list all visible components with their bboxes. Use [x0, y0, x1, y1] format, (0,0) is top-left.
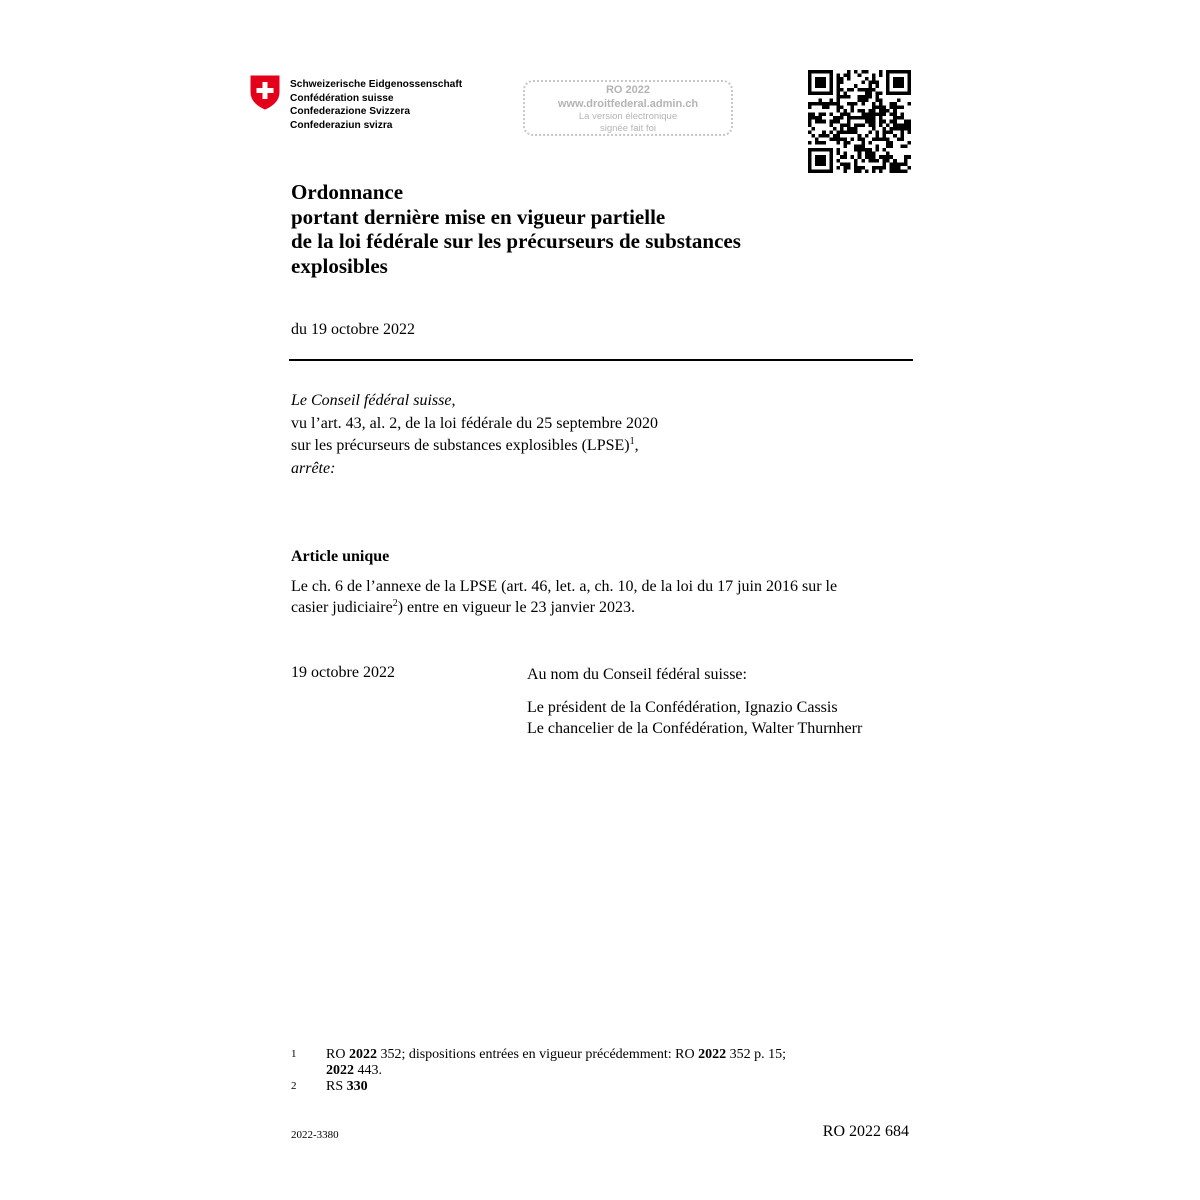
signature-block: [527, 664, 862, 739]
footnote-1-ro: RO: [326, 1047, 349, 1062]
confederation-names: [290, 78, 462, 132]
confederation-name-it: Confederazione Svizzera: [290, 106, 411, 118]
footnote-1-year-c: 2022: [326, 1063, 354, 1078]
article-line-1: Le ch. 6 de l’annexe de la LPSE (art. 46, let. a, ch. 10, de la loi du 17 juin 2016 sur le: [291, 578, 838, 595]
preamble-line-2-text: sur les précurseurs de substances explosibles (LPSE): [291, 437, 630, 454]
title-line-2: portant dernière mise en vigueur partielle: [291, 204, 666, 229]
document-date: du 19 octobre 2022: [291, 321, 415, 338]
footnote-1-year-b: 2022: [698, 1047, 727, 1062]
footnote-number-2: 2: [291, 1080, 297, 1092]
footnote-1-end: 443.: [354, 1063, 382, 1078]
stamp-note-2: signée fait foi: [600, 123, 656, 134]
confederation-name-rm: Confederaziun svizra: [290, 119, 393, 131]
footnote-ref-1[interactable]: 1: [629, 436, 635, 447]
qr-code-icon: [808, 70, 911, 173]
article-line-2: [291, 597, 916, 618]
footnote-2-line-1: [326, 1079, 368, 1095]
preamble-line-2-end: ,: [634, 437, 639, 454]
preamble: [291, 390, 658, 480]
ro-reference: RO 2022 684: [822, 1123, 909, 1140]
footnote-2-number: 330: [346, 1079, 368, 1094]
footnote-1-text: 352; dispositions entrées en vigueur précédemment: RO: [376, 1047, 699, 1062]
swiss-cross-shield-icon: [250, 75, 280, 110]
title-divider: [289, 359, 913, 361]
signature-president: Le président de la Confédération, Ignazio Cassis: [527, 699, 838, 716]
preamble-authority: Le Conseil fédéral suisse,: [291, 392, 456, 409]
article-line-2-text: casier judiciaire: [291, 599, 393, 616]
document-title: [291, 180, 741, 278]
title-line-1: Ordonnance: [291, 180, 404, 204]
stamp-url: www.droitfederal.admin.ch: [557, 98, 699, 110]
stamp-ro-year: RO 2022: [605, 84, 651, 96]
footnote-1-line-2: [326, 1063, 786, 1079]
footnote-1-page: 352 p. 15;: [726, 1047, 786, 1062]
confederation-name-fr: Confédération suisse: [290, 92, 394, 104]
article-body: [291, 576, 916, 618]
document-number: 2022-3380: [291, 1129, 339, 1141]
signature-on-behalf: Au nom du Conseil fédéral suisse:: [527, 666, 747, 683]
footnote-2-rs: RS: [326, 1079, 347, 1094]
title-line-4: explosibles: [291, 253, 388, 278]
footnote-1-line-1: [326, 1047, 786, 1063]
footnote-ref-2[interactable]: 2: [392, 598, 398, 609]
preamble-line-1: vu l’art. 43, al. 2, de la loi fédérale du 25 septembre 2020: [291, 414, 658, 432]
article-heading: Article unique: [291, 548, 390, 565]
signature-date: 19 octobre 2022: [291, 664, 395, 681]
preamble-decree: arrête:: [291, 459, 336, 477]
footnote-1: [326, 1047, 786, 1079]
confederation-name-de: Schweizerische Eidgenossenschaft: [290, 79, 463, 90]
stamp-note-1: La version électronique: [578, 111, 678, 122]
article-line-2-end: ) entre en vigueur le 23 janvier 2023.: [397, 599, 635, 616]
footnote-2: [326, 1079, 368, 1095]
footnote-number-1: 1: [291, 1048, 297, 1060]
electronic-version-stamp: [523, 80, 733, 136]
preamble-line-2: [291, 435, 658, 458]
title-line-3: de la loi fédérale sur les précurseurs de substances: [291, 229, 741, 253]
footnote-1-year-a: 2022: [348, 1047, 377, 1062]
signature-chancellor: Le chancelier de la Confédération, Walter Thurnherr: [527, 720, 863, 737]
